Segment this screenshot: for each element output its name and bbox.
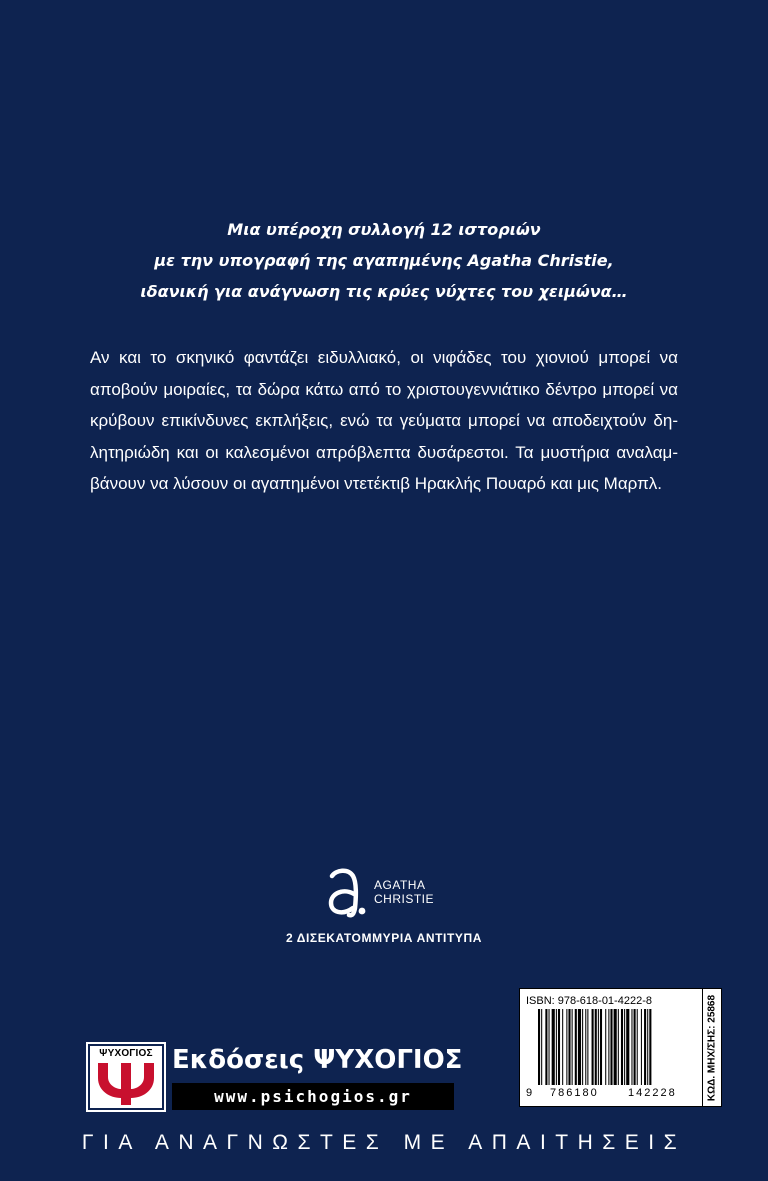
- agatha-christie-wordmark: [374, 878, 434, 906]
- product-code-label: ΚΩΔ. ΜΗΧ/ΣΗΣ: 25868: [706, 994, 718, 1101]
- publisher-name: Εκδόσεις ΨΥΧΟΓΙΟΣ: [172, 1045, 463, 1075]
- agatha-christie-logo: [322, 864, 452, 920]
- wordmark-line1: AGATHA: [374, 878, 426, 892]
- publisher-slogan: ΓΙΑ ΑΝΑΓΝΩΣΤΕΣ ΜΕ ΑΠΑΙΤΗΣΕΙΣ: [81, 1131, 687, 1154]
- tagline: [100, 214, 668, 307]
- tagline-line: με την υπογραφή της αγαπημένης Agatha Christie,: [154, 251, 614, 270]
- blurb-paragraph: [90, 342, 678, 500]
- blurb-line: κρύβουν επικίνδυνες εκπλήξεις, ενώ τα γεύματα μπορεί να αποδειχτούν δη-: [90, 411, 678, 430]
- copies-note: 2 ΔΙΣΕΚΑΤΟΜΜΥΡΙΑ ΑΝΤΙΤΥΠΑ: [285, 931, 483, 945]
- agatha-christie-a-mark-icon: [322, 864, 372, 920]
- barcode-bars: [538, 1009, 700, 1085]
- psi-icon: [94, 1061, 158, 1107]
- publisher-url: www.psichogios.gr: [172, 1083, 454, 1110]
- barcode: [519, 988, 705, 1107]
- barcode-digit-first: 9: [526, 1087, 533, 1099]
- isbn-label: ISBN: 978-618-01-4222-8: [526, 995, 652, 1007]
- blurb-line: βάνουν να λύσουν οι αγαπημένοι ντετέκτιβ Ηρακλής Πουαρό και μις Μαρπλ.: [90, 474, 663, 493]
- barcode-digits: [520, 1087, 706, 1103]
- publisher-logo-word: ΨΥΧΟΓΙΟΣ: [99, 1048, 153, 1059]
- blurb-line: Αν και το σκηνικό φαντάζει ειδυλλιακό, οι νιφάδες του χιονιού μπορεί να: [90, 348, 678, 367]
- blurb-line: αποβούν μοιραίες, τα δώρα κάτω από το χριστουγεννιάτικο δέντρο μπορεί να: [90, 379, 678, 399]
- tagline-line: ιδανική για ανάγνωση τις κρύες νύχτες του χειμώνα…: [140, 282, 628, 301]
- barcode-digits-right: 142228: [628, 1087, 677, 1099]
- blurb-line: λητηριώδη και οι καλεσμένοι απρόβλεπτα δυσάρεστοι. Τα μυστήρια αναλαμ-: [90, 442, 678, 462]
- barcode-digits-left: 786180: [550, 1087, 599, 1099]
- wordmark-line2: CHRISTIE: [374, 892, 435, 906]
- product-code-strip: [702, 988, 722, 1107]
- publisher-logo: [88, 1044, 164, 1110]
- tagline-line: Μια υπέροχη συλλογή 12 ιστοριών: [227, 220, 541, 239]
